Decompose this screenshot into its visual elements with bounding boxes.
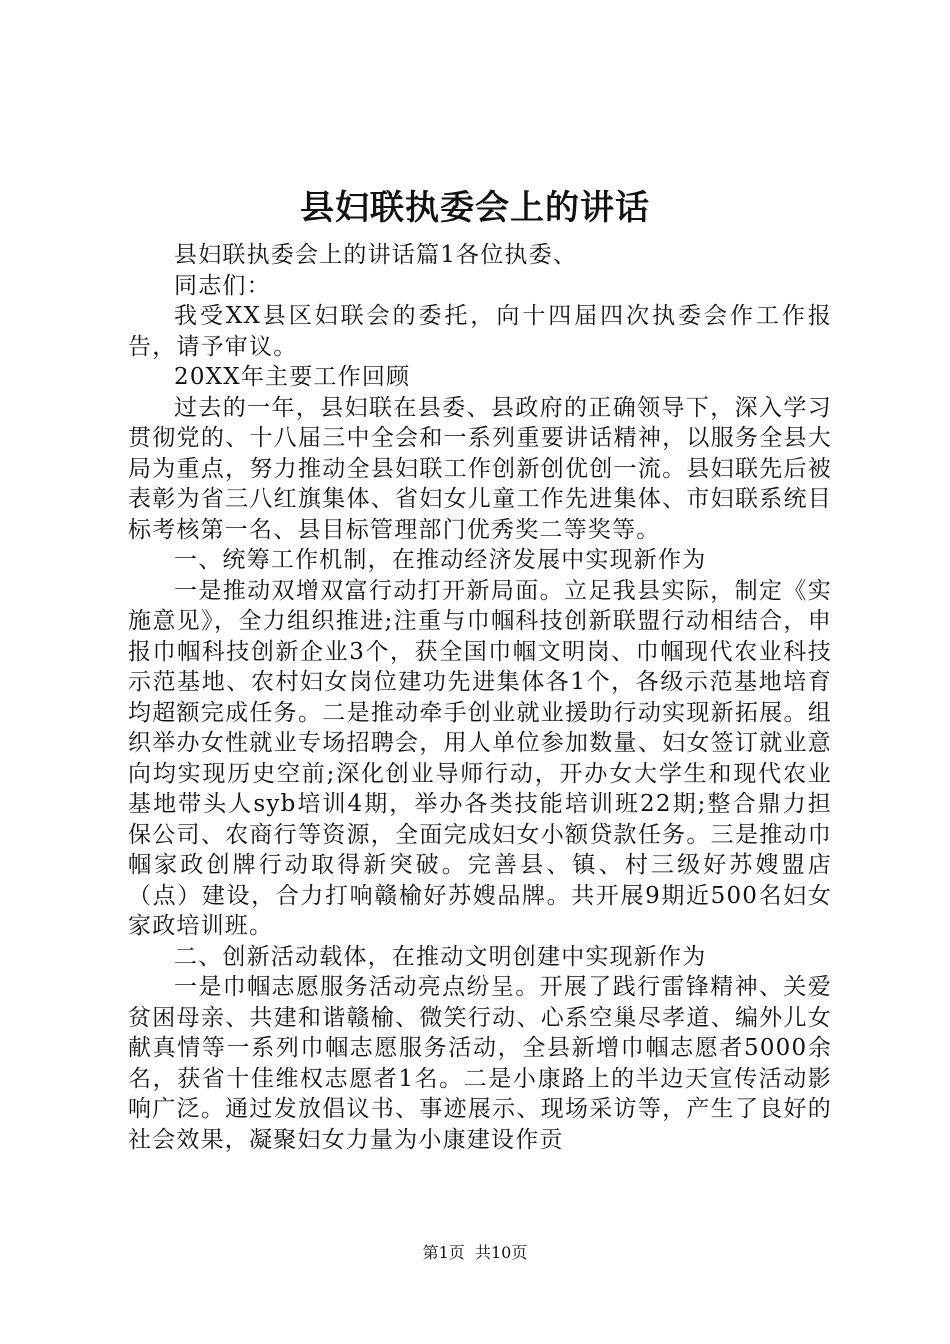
section-heading: 一、统筹工作机制，在推动经济发展中实现新作为: [174, 547, 707, 573]
paragraph: 县妇联执委会上的讲话篇1各位执委、: [174, 242, 578, 268]
paragraph: 过去的一年，县妇联在县委、县政府的正确领导下，深入学习贯彻党的、十八届三中全会和一系列重要讲话精神，以服务全县大局为重点，努力推动全县妇联工作创新创优创一流。县妇联先后被表彰为省三八红旗集体、省妇女儿童工作先进集体、市妇联系统目标考核第一名、县目标管理部门优秀奖二等奖等。: [128, 394, 832, 543]
paragraph: 一是巾帼志愿服务活动亮点纷呈。开展了践行雷锋精神、关爱贫困母亲、共建和谐赣榆、微笑行动、心系空巢尽孝道、编外儿女献真情等一系列巾帼志愿服务活动，全县新增巾帼志愿者5000余名，获省十佳维权志愿者1名。二是小康路上的半边天宣传活动影响广泛。通过发放倡议书、事迹展示、现场采访等，产生了良好的社会效果，凝聚妇女力量为小康建设作贡: [128, 974, 832, 1153]
document-body: [128, 240, 832, 1155]
section-heading: 二、创新活动载体，在推动文明创建中实现新作为: [174, 943, 707, 970]
paragraph: 一是推动双增双富行动打开新局面。立足我县实际，制定《实施意见》，全力组织推进;注重与巾帼科技创新联盟行动相结合，申报巾帼科技创新企业3个，获全国巾帼文明岗、巾帼现代农业科技示范基地、农村妇女岗位建功先进集体各1个，各级示范基地培育均超额完成任务。二是推动牵手创业就业援助行动实现新拓展。组织举办女性就业专场招聘会，用人单位参加数量、妇女签订就业意向均实现历史空前;深化创业导师行动，开办女大学生和现代农业基地带头人syb培训4期，举办各类技能培训班22期;整合鼎力担保公司、农商行等资源，全面完成妇女小额贷款任务。三是推动巾帼家政创牌行动取得新突破。完善县、镇、村三级好苏嫂盟店（点）建设，合力打响赣榆好苏嫂品牌。共开展9期近500名妇女家政培训班。: [128, 577, 832, 939]
paragraph: 我受XX县区妇联会的委托，向十四届四次执委会作工作报告，请予审议。: [128, 303, 832, 360]
page-footer: [0, 1242, 950, 1264]
section-heading: 20XX年主要工作回顾: [174, 364, 411, 390]
page-total: 共10页: [474, 1243, 528, 1262]
page-number: 第1页: [422, 1243, 465, 1262]
document-title: 县妇联执委会上的讲话: [300, 188, 650, 228]
paragraph: 同志们：: [174, 272, 271, 299]
